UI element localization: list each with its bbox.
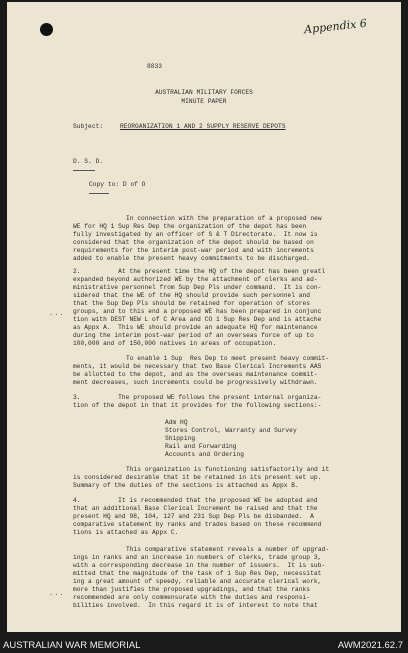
para-2-line: groups, and to this end a proposed WE has been prepared in conjunc: [73, 308, 322, 315]
margin-marks: ...: [49, 590, 65, 598]
para-7-line: recommended are only commensurate with the duties and responsi-: [73, 594, 311, 601]
section-item: Shipping: [165, 435, 196, 442]
para-3-line: To enable 1 Sup Res Dep to meet present heavy commit-: [126, 355, 330, 362]
para-2-line: as Appx A. This WE should provide an adequate HQ for maintenance: [73, 324, 318, 331]
para-6-line: tions is attached as Appx C.: [73, 529, 179, 536]
para-1-line: requirements for the interim post-war period and with increments: [73, 247, 314, 254]
para-7-line: ing a great amount of speedy, reliable and accurate clerical work,: [73, 578, 322, 585]
margin-marks: ...: [49, 310, 65, 318]
para-7-line: with a corresponding decrease in the number of issuers. It is sub-: [73, 562, 326, 569]
organization-name: AUSTRALIAN MILITARY FORCES: [155, 89, 253, 96]
para-6-line: present HQ and 98, 104, 127 and 231 Sup Dep Pls be disbanded. A: [73, 513, 314, 520]
copy-to: Copy to: D of O: [89, 181, 146, 188]
para-6-line: comparative statement by ranks and trades based on these recommend: [73, 521, 322, 528]
para-1-line: considered that the organization of the depot should be based on: [73, 239, 314, 246]
section-item: Stores Control, Warranty and Survey: [165, 427, 297, 434]
para-1-line: WE for HQ 1 Sup Res Dep the organization of the depot has been: [73, 223, 307, 230]
para-3-line: ments, it would be necessary that two Base Clerical Increments AAS: [73, 363, 322, 370]
para-4-line: 3. The proposed WE follows the present internal organiza-: [73, 394, 322, 401]
para-2-line: ministrative personnel from Sup Dep Pls under command. It is con-: [73, 284, 322, 291]
para-2-line: expanded beyond authorized WE by the attachment of clerks and ad-: [73, 276, 318, 283]
para-7-line: This comparative statement reveals a number of upgrad-: [126, 546, 330, 553]
para-1-line: fully investigated by an officer of S & T Directorate. It now is: [73, 231, 318, 238]
para-7-line: mitted that the magnitude of the task of 1 Sup Res Dep, necessitat: [73, 570, 322, 577]
section-item: Accounts and Ordering: [165, 451, 245, 458]
addressee: D. S. D.: [73, 158, 104, 165]
para-2-line: tion with DEST NEW L of C Area and CO 1 Sup Res Dep and is attache: [73, 316, 322, 323]
para-2-line: 100,000 and of 150,000 natives in areas of occupation.: [73, 340, 277, 347]
file-number: 8833: [147, 63, 163, 70]
para-2-line: that the Sup Dep Pls should be retained for operation of stores: [73, 300, 311, 307]
para-1-line: added to enable the present heavy commitments to be discharged.: [73, 255, 311, 262]
subject-text: REORGANIZATION 1 AND 2 SUPPLY RESERVE DEPOTS: [120, 123, 286, 130]
copy-to-rule: [89, 193, 109, 194]
para-2-line: sidered that the WE of the HQ should provide such personnel and: [73, 292, 311, 299]
section-item: Rail and Forwarding: [165, 443, 237, 450]
para-2-line: 2. At the present time the HQ of the depot has been greatl: [73, 268, 326, 275]
image-footer: [0, 633, 408, 653]
para-5-line: This organization is functioning satisfactorily and it: [126, 466, 330, 473]
subject-label: Subject:: [73, 123, 104, 130]
para-5-line: Summary of the duties of the sections is attached as Appx B.: [73, 482, 299, 489]
institution-name: AUSTRALIAN WAR MEMORIAL: [3, 640, 141, 651]
para-6-line: 4. It is recommended that the proposed WE be adopted and: [73, 497, 318, 504]
para-5-line: is considered desirable that it be retained in its present set up.: [73, 474, 322, 481]
para-7-line: ings in ranks and an increase in numbers of clerks, trade group 3,: [73, 554, 322, 561]
para-7-line: more than justifies the proposed upgradings, and that the ranks: [73, 586, 311, 593]
catalogue-number: AWM2021.62.7: [337, 640, 403, 651]
document-page: [7, 2, 401, 632]
para-1-line: In connection with the preparation of a proposed new: [126, 215, 322, 222]
punch-hole: [40, 23, 53, 36]
section-item: Adm HQ: [165, 419, 188, 426]
para-4-line: tion of the depot in that it provides for the following sections:-: [73, 402, 322, 409]
para-7-line: bilities involved. In this regard it is of interest to note that: [73, 602, 318, 609]
handwritten-note: Appendix 6: [303, 16, 368, 37]
para-3-line: ment decreases, such increments could be progressively withdrawn.: [73, 379, 318, 386]
para-2-line: during the interim post-war period of an overseas force of up to: [73, 332, 314, 339]
para-3-line: be allotted to the depot, and as the overseas maintenance commit-: [73, 371, 318, 378]
para-6-line: that an additional Base Clerical Increment be raised and that the: [73, 505, 318, 512]
addressee-rule: [73, 170, 95, 171]
form-name: MINUTE PAPER: [181, 98, 227, 105]
